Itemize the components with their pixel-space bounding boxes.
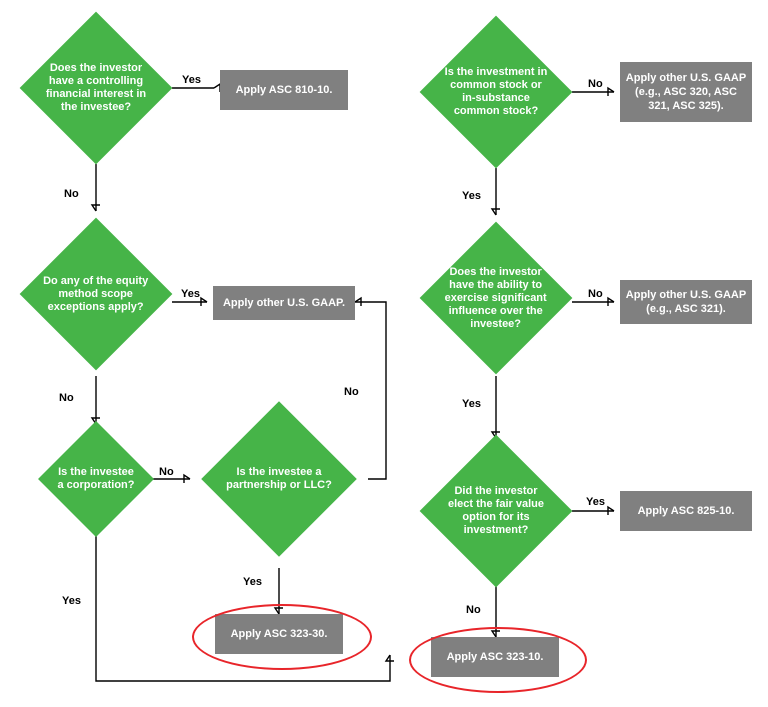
action-apply-other-gaap-left [213, 286, 355, 320]
edge-label-d1-yes: Yes [182, 74, 201, 86]
action-apply-asc-323-30 [215, 614, 343, 654]
action-apply-asc-323-10 [431, 637, 559, 677]
edge-label-d7-yes: Yes [586, 496, 605, 508]
edge-label-d6-no: No [588, 288, 603, 300]
action-label: Apply ASC 323-10. [446, 651, 544, 663]
edge-label-d2-yes: Yes [181, 288, 200, 300]
decision-label: Is the investee a corporation? [57, 466, 135, 491]
edge-label-d4-no: No [344, 386, 359, 398]
action-label: Apply ASC 825-10. [637, 505, 735, 517]
edge-label-d3-no: No [159, 466, 174, 478]
action-label: Apply ASC 323-30. [230, 628, 328, 640]
action-apply-other-gaap-320-321-325 [620, 62, 752, 122]
edge-label-d4-yes: Yes [243, 576, 262, 588]
action-apply-asc-825-10 [620, 491, 752, 531]
edge-label-d3-yes: Yes [62, 595, 81, 607]
action-apply-other-gaap-321 [620, 280, 752, 324]
edge-label-d5-no: No [588, 78, 603, 90]
decision-label: Does the investor have the ability to exercise significant influence over the investee? [444, 265, 548, 330]
decision-label: Did the investor elect the fair value option for its investment? [448, 485, 544, 536]
action-label: Apply other U.S. GAAP (e.g., ASC 321). [625, 289, 747, 315]
edge-label-d6-yes: Yes [462, 398, 481, 410]
action-label: Apply ASC 810-10. [235, 84, 333, 96]
decision-label: Is the investment in common stock or in-substance common stock? [444, 66, 548, 117]
edge-label-d2-no: No [59, 392, 74, 404]
decision-label: Is the investee a partnership or LLC? [226, 466, 332, 491]
decision-label: Does the investor have a controlling financial interest in the investee? [45, 62, 147, 113]
action-apply-asc-810-10 [220, 70, 348, 110]
edge-label-d5-yes: Yes [462, 190, 481, 202]
decision-label: Do any of the equity method scope exceptions apply? [43, 274, 149, 313]
action-label: Apply other U.S. GAAP. [222, 297, 346, 309]
edge-label-d7-no: No [466, 604, 481, 616]
action-label: Apply other U.S. GAAP (e.g., ASC 320, ASC 321, ASC 325). [625, 72, 747, 112]
edge-label-d1-no: No [64, 188, 79, 200]
